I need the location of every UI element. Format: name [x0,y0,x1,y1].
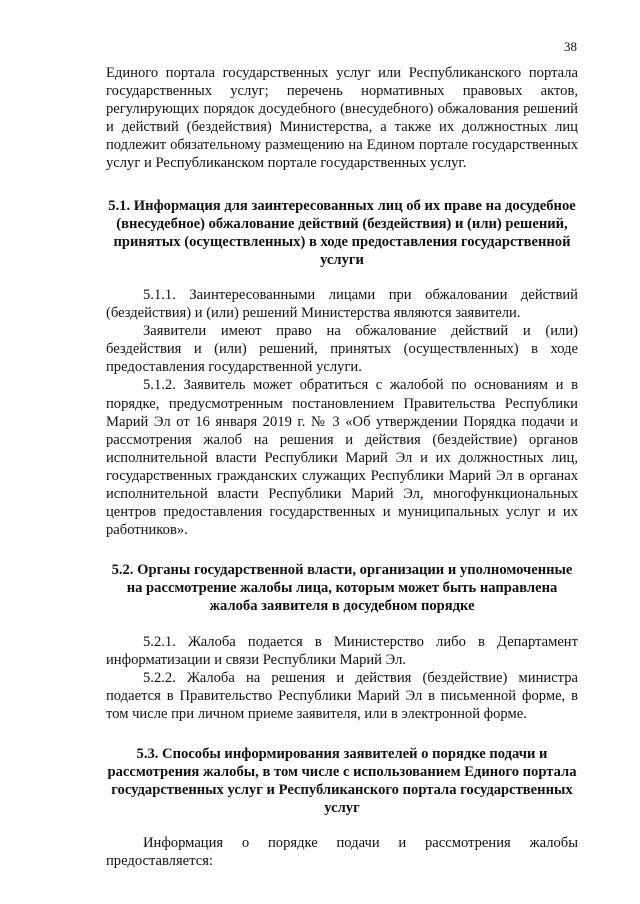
intro-paragraph: Единого портала государственных услуг или Республиканского портала государственных услуг; перечень нормативных правовых актов, регулирующих порядок досудебного (внесудебного) обжалования решений и действий (бездействия) Министерства, а также их должностных лиц подлежит обязательному размещению на Едином портале государственных услуг и Республиканском портале государственных услуг. [106,65,578,172]
page-number: 38 [564,39,577,54]
paragraph-5-3-info: Информация о порядке подачи и рассмотрения жалобы предоставляется: [106,835,578,870]
paragraph-5-2-2: 5.2.2. Жалоба на решения и действия (бездействие) министра подается в Правительство Республики Марий Эл в письменной форме, в том числе при личном приеме заявителя, или в электронной форме. [106,669,578,722]
section-5-1-heading: 5.1. Информация для заинтересованных лиц об их праве на досудебное (внесудебное) обжалование действий (бездействия) и (или) решений, принятых (осуществленных) в ходе предоставления государственной услуги [108,197,576,268]
section-5-2-heading: 5.2. Органы государственной власти, организации и уполномоченные на рассмотрение жалобы лица, которым может быть направлена жалоба заявителя в досудебном порядке [111,562,573,615]
document-body [106,64,578,871]
paragraph-5-1-applicants-rights: Заявители имеют право на обжалование действий и (или) бездействия и (или) решений, принятых (осуществленных) в ходе предоставления государственной услуги. [106,323,578,376]
paragraph-5-2-1: 5.2.1. Жалоба подается в Министерство либо в Департамент информатизации и связи Республики Марий Эл. [106,633,578,668]
section-5-3-heading: 5.3. Способы информирования заявителей о порядке подачи и рассмотрения жалобы, в том числе с использованием Единого портала государственных услуг и Республиканского портала государственных услуг [107,746,577,817]
paragraph-5-1-2: 5.1.2. Заявитель может обратиться с жалобой по основаниям и в порядке, предусмотренным постановлением Правительства Республики Марий Эл от 16 января 2019 г. № 3 «Об утверждении Порядка подачи и рассмотрения жалоб на решения и действия (бездействие) органов исполнительной власти Республики Марий Эл и их должностных лиц, государственных гражданских служащих Республики Марий Эл в органах исполнительной власти Республики Марий Эл, многофункциональных центров предоставления государственных и муниципальных услуг и их работников». [106,377,578,539]
paragraph-5-1-1: 5.1.1. Заинтересованными лицами при обжаловании действий (бездействия) и (или) решений Министерства являются заявители. [106,286,578,322]
